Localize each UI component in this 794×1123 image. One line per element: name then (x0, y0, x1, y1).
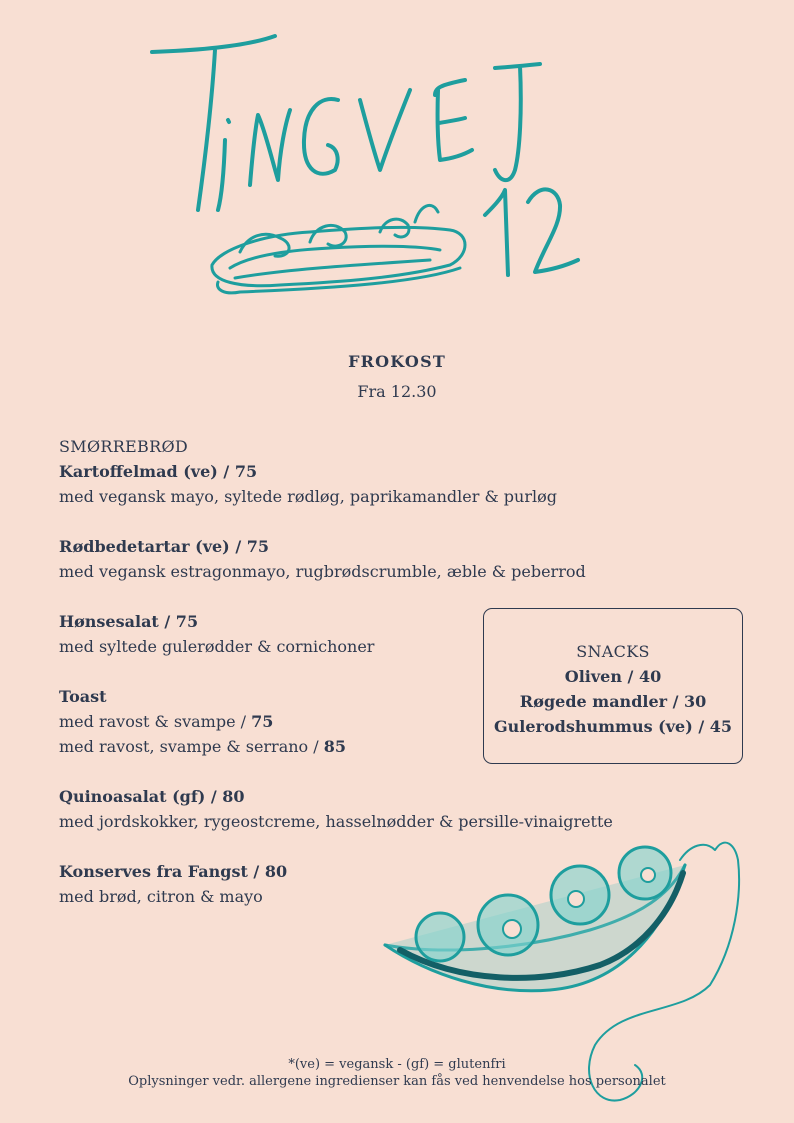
snacks-box (483, 608, 743, 764)
snack-item: Røgede mandler / 30 (519, 692, 707, 711)
variant-price: 75 (251, 712, 274, 731)
lunch-time: Fra 12.30 (357, 382, 437, 401)
footer (0, 1056, 794, 1090)
snack-item: Gulerodshummus (ve) / 45 (493, 717, 733, 736)
menu-item (59, 459, 659, 509)
variant-desc: med ravost & svampe / (59, 712, 252, 731)
footer-legend: *(ve) = vegansk - (gf) = glutenfri (288, 1057, 506, 1072)
menu-item-title: Quinoasalat (gf) / 80 (59, 787, 245, 806)
menu-item-title: Kartoffelmad (ve) / 75 (59, 462, 258, 481)
allergy-notice: Oplysninger vedr. allergene ingredienser kan fås ved henvendelse hos personalet (128, 1074, 666, 1089)
lunch-heading: FROKOST (348, 352, 446, 371)
snack-item: Oliven / 40 (564, 667, 662, 686)
menu-item-desc: med brød, citron & mayo (59, 887, 263, 906)
variant-desc: med ravost, svampe & serrano / (59, 737, 324, 756)
menu-item-desc: med jordskokker, rygeostcreme, hasselnødder & persille-vinaigrette (59, 812, 613, 831)
menu-item-title: Konserves fra Fangst / 80 (59, 862, 288, 881)
menu-item-title: Rødbedetartar (ve) / 75 (59, 537, 269, 556)
menu-item (59, 784, 659, 834)
menu-item-desc: med vegansk estragonmayo, rugbrødscrumble, æble & peberrod (59, 562, 586, 581)
menu-item-desc: med vegansk mayo, syltede rødløg, paprikamandler & purløg (59, 487, 557, 506)
section-label: SMØRREBRØD (59, 437, 188, 456)
tingvej-logo (140, 20, 590, 310)
menu-item (59, 534, 659, 584)
menu-item-title: Toast (59, 687, 107, 706)
menu-item-title: Hønsesalat / 75 (59, 612, 199, 631)
menu-item-desc: med syltede gulerødder & cornichoner (59, 637, 375, 656)
variant-price: 85 (323, 737, 347, 756)
snacks-title: SNACKS (576, 642, 650, 661)
